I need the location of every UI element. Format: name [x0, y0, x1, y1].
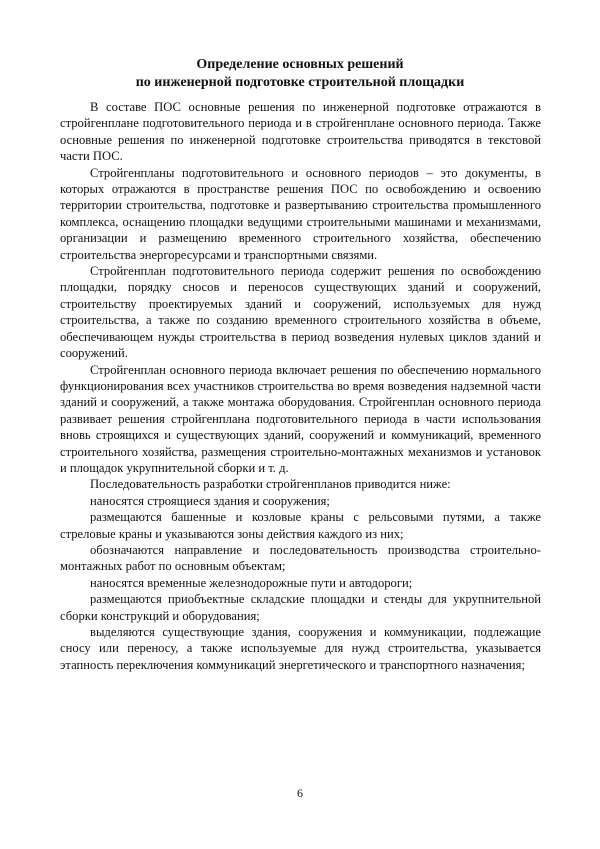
- list-item: наносятся строящиеся здания и сооружения;: [90, 493, 330, 508]
- paragraph: Стройгенплан основного периода включает решения по обеспечению нормального функционирования всех участников строительства во время возведения надземной части зданий и сооружений, а также монтажа оборудования. Стройгенплан основного периода развивает решения стройгенплана подготовительного периода в части использования вновь строящихся и существующих зданий, сооружений и коммуникаций, временного строительного хозяйства, размещения строительно-монтажных механизмов и установок и площадок укрупнительной сборки и т. д.: [60, 362, 541, 475]
- section-title: [60, 56, 540, 92]
- list-item: наносятся временные железнодорожные пути и автодороги;: [90, 575, 413, 590]
- paragraph: Стройгенпланы подготовительного и основного периодов – это документы, в которых отражаются в пространстве решения ПОС по освобождению и освоению территории строительства, подготовке и развертыванию строительства промышленного комплекса, оснащению площадки ведущими строительными машинами и механизмами, организации и размещению временного строительного хозяйства, обеспечению строительства энергоресурсами и транспортными связями.: [60, 165, 541, 262]
- page-number: 6: [297, 786, 303, 800]
- paragraph: Последовательность разработки стройгенпланов приводится ниже:: [90, 477, 451, 492]
- list-item: обозначаются направление и последовательность производства строительно-монтажных работ по основным объектам;: [60, 542, 541, 574]
- section-title-line-1: Определение основных решений: [196, 57, 404, 72]
- list-item: выделяются существующие здания, сооружения и коммуникации, подлежащие сносу или переносу, а также используемые для нужд строительства, указывается этапность переключения коммуникаций энергетического и транспортного назначения;: [60, 625, 541, 672]
- section-title-line-2: по инженерной подготовке строительной площадки: [135, 75, 465, 90]
- body-text: [60, 99, 541, 673]
- paragraph: Стройгенплан подготовительного периода содержит решения по освобождению площадки, порядку сносов и переносов существующих зданий и сооружений, строительству проектируемых зданий и сооружений, используемых для нужд строительства, а также по созданию временного строительного хозяйства в объеме, обеспечивающем нужды строительства в период возведения нулевых циклов зданий и сооружений.: [60, 264, 541, 361]
- list-item: размещаются приобъектные складские площадки и стенды для укрупнительной сборки конструкций и оборудования;: [60, 592, 541, 623]
- paragraph: В составе ПОС основные решения по инженерной подготовке отражаются в стройгенплане подготовительного периода и в стройгенплане основного периода. Также основные решения по инженерной подготовке строительства приводятся в текстовой части ПОС.: [60, 100, 541, 164]
- list-item: размещаются башенные и козловые краны с рельсовыми путями, а также стреловые краны и указываются зоны действия каждого из них;: [60, 510, 541, 541]
